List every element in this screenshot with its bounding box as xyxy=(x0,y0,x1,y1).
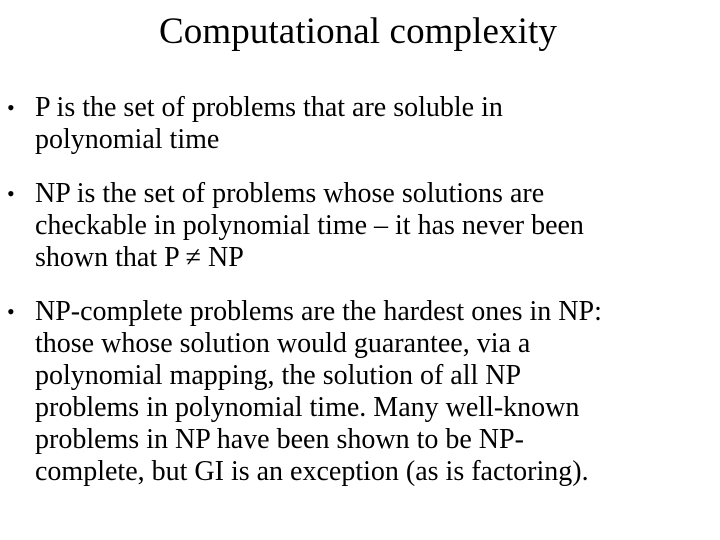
slide-title: Computational complexity xyxy=(158,11,558,52)
bullet-icon: • xyxy=(7,95,15,120)
bullet-item-p-definition xyxy=(0,92,685,156)
bullet-text-line: problems in polynomial time. Many well-known xyxy=(35,392,580,423)
bullet-text-line: polynomial mapping, the solution of all NP xyxy=(35,360,522,391)
bullet-icon: • xyxy=(7,181,15,206)
bullet-item-np-definition xyxy=(0,178,685,274)
bullet-text-line: complete, but GI is an exception (as is factoring). xyxy=(35,456,589,487)
bullet-text-line: NP is the set of problems whose solutions are xyxy=(35,178,545,209)
bullet-text-line: polynomial time xyxy=(35,124,220,155)
bullet-list xyxy=(0,92,720,488)
bullet-text-line: those whose solution would guarantee, via a xyxy=(35,328,531,359)
bullet-text-line: NP-complete problems are the hardest ones in NP: xyxy=(35,296,602,327)
bullet-item-np-complete xyxy=(0,296,685,488)
bullet-text-line: checkable in polynomial time – it has never been xyxy=(35,210,584,241)
bullet-text-line: P is the set of problems that are soluble in xyxy=(35,92,503,123)
bullet-text-line: problems in NP have been shown to be NP- xyxy=(35,424,524,455)
bullet-icon: • xyxy=(7,299,15,324)
bullet-text-line: shown that P ≠ NP xyxy=(35,242,244,273)
